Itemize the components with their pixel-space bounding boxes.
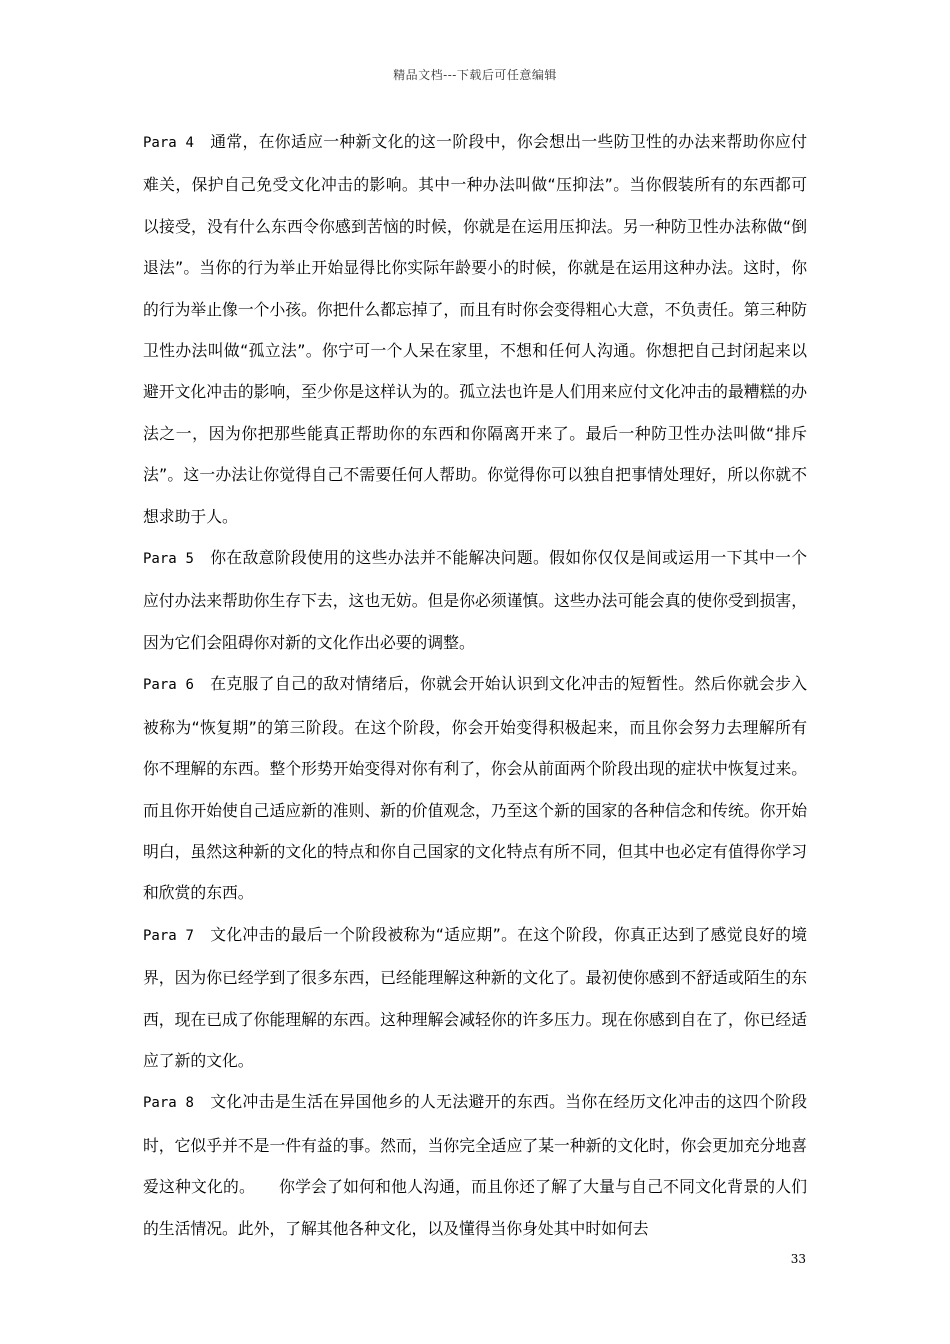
paragraph-label: Para 4 — [143, 135, 194, 151]
paragraph-text: 文化冲击的最后一个阶段被称为“适应期”。在这个阶段，你真正达到了感觉良好的境界，因为你已经学到了很多东西，已经能理解这种新的文化了。最初使你感到不舒适或陌生的东西，现在已成了你能理解的东西。这种理解会减轻你的许多压力。现在你感到自在了，你已经适应了新的文化。 — [143, 924, 807, 1070]
paragraph-text: 你在敌意阶段使用的这些办法并不能解决问题。假如你仅仅是间或运用一下其中一个应付办法来帮助你生存下去，这也无妨。但是你必须谨慎。这些办法可能会真的使你受到损害，因为它们会阻碍你对新的文化作出必要的调整。 — [143, 548, 807, 652]
page-number: 33 — [790, 1252, 806, 1266]
document-body — [143, 121, 807, 1249]
paragraph-8 — [143, 1081, 807, 1249]
paragraph-label: Para 7 — [143, 927, 194, 944]
paragraph-text: 文化冲击是生活在异国他乡的人无法避开的东西。当你在经历文化冲击的这四个阶段时，它似乎并不是一件有益的事。然而，当你完全适应了某一种新的文化时，你会更加充分地喜爱这种文化的。 你学会了如何和他人沟通，而且你还了解了大量与自己不同文化背景的人们的生活情况。此外，了解其他各种文化，以及懂得当你身处其中时如何去 — [143, 1092, 807, 1238]
paragraph-text: 通常，在你适应一种新文化的这一阶段中，你会想出一些防卫性的办法来帮助你应付难关，保护自己免受文化冲击的影响。其中一种办法叫做“压抑法”。当你假装所有的东西都可以接受，没有什么东西令你感到苦恼的时候，你就是在运用压抑法。另一种防卫性办法称做“倒退法”。当你的行为举止开始显得比你实际年龄要小的时候，你就是在运用这种办法。这时，你的行为举止像一个小孩。你把什么都忘掉了，而且有时你会变得粗心大意，不负责任。第三种防卫性办法叫做“孤立法”。你宁可一个人呆在家里，不想和任何人沟通。你想把自己封闭起来以避开文化冲击的影响，至少你是这样认为的。孤立法也许是人们用来应付文化冲击的最糟糕的办法之一，因为你把那些能真正帮助你的东西和你隔离开来了。最后一种防卫性办法叫做“排斥法”。这一办法让你觉得自己不需要任何人帮助。你觉得你可以独自把事情处理好，所以你就不想求助于人。 — [143, 132, 807, 526]
paragraph-7 — [143, 914, 807, 1082]
paragraph-label: Para 8 — [143, 1095, 194, 1112]
paragraph-text: 在克服了自己的敌对情绪后，你就会开始认识到文化冲击的短暂性。然后你就会步入被称为“恢复期”的第三阶段。在这个阶段，你会开始变得积极起来，而且你会努力去理解所有你不理解的东西。整个形势开始变得对你有利了，你会从前面两个阶段出现的症状中恢复过来。而且你开始使自己适应新的准则、新的价值观念，乃至这个新的国家的各种信念和传统。你开始明白，虽然这种新的文化的特点和你自己国家的文化特点有所不同，但其中也必定有值得你学习和欣赏的东西。 — [143, 674, 807, 903]
paragraph-4 — [143, 121, 807, 537]
paragraph-6 — [143, 663, 807, 913]
page-header: 精品文档---下载后可任意编辑 — [393, 68, 557, 82]
paragraph-label: Para 6 — [143, 677, 194, 694]
paragraph-label: Para 5 — [143, 551, 194, 568]
paragraph-5 — [143, 537, 807, 663]
